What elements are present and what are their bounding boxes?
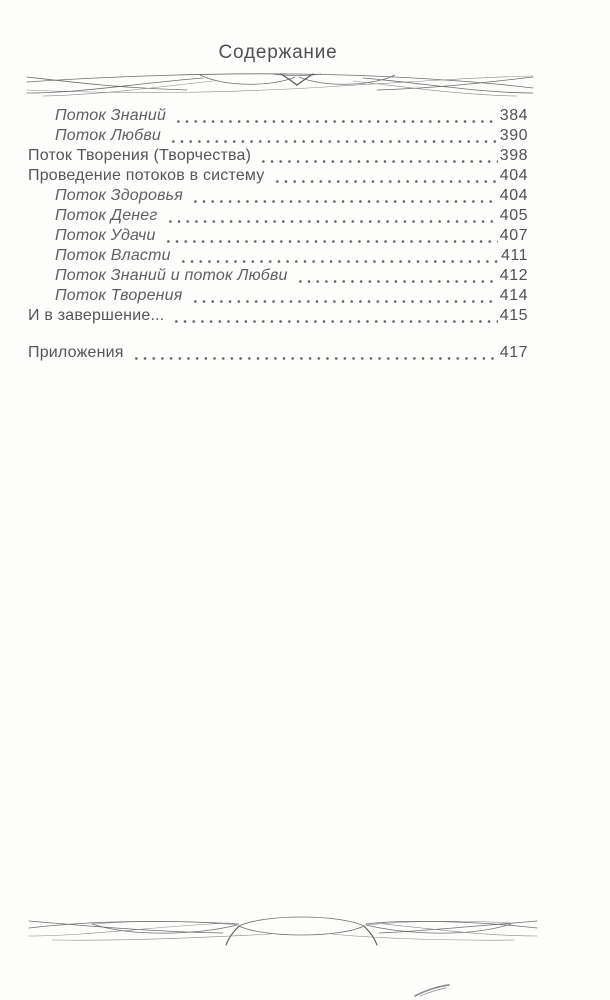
- toc-row: [28, 226, 528, 246]
- toc-page-number: 407: [499, 227, 528, 244]
- toc-row: [28, 266, 528, 286]
- toc-page-number: 411: [500, 247, 528, 264]
- toc-entry-label: Поток Денег: [55, 207, 158, 224]
- toc-page-number: 412: [499, 267, 528, 284]
- toc-entry-label: Поток Знаний: [55, 107, 167, 124]
- toc-entry-label: Проведение потоков в систему: [28, 167, 265, 184]
- toc-entry-label: Поток Творения (Творчества): [28, 147, 252, 164]
- toc-entry-label: Приложения: [28, 344, 124, 361]
- toc-dot-leader: [162, 226, 498, 246]
- page-title: Содержание: [218, 42, 338, 63]
- toc-entry-label: Поток Удачи: [55, 227, 156, 244]
- toc-row: [28, 343, 528, 363]
- corner-pen-mark-icon: [412, 983, 452, 999]
- toc-dot-leader: [177, 246, 499, 266]
- toc-row: [28, 206, 528, 226]
- toc-row: [28, 186, 528, 206]
- toc-entry-label: Поток Творения: [55, 287, 183, 304]
- toc-dot-leader: [189, 286, 498, 306]
- toc-row: [28, 246, 528, 266]
- toc-dot-leader: [257, 146, 498, 166]
- table-of-contents: [28, 106, 528, 363]
- toc-row: [28, 126, 528, 146]
- toc-row: [28, 306, 528, 326]
- toc-entry-label: Поток Любви: [55, 127, 161, 144]
- toc-page-number: 415: [499, 307, 528, 324]
- toc-page-number: 404: [499, 187, 528, 204]
- toc-dot-leader: [271, 166, 498, 186]
- toc-page-number: 414: [499, 287, 528, 304]
- bottom-flourish-ornament-icon: [27, 910, 539, 952]
- top-flourish-ornament-icon: [25, 68, 535, 100]
- toc-dot-leader: [294, 266, 498, 286]
- toc-page-number: 404: [499, 167, 528, 184]
- toc-row: [28, 286, 528, 306]
- toc-page-number: 390: [499, 127, 528, 144]
- toc-entry-label: Поток Здоровья: [55, 187, 184, 204]
- toc-page-number: 384: [499, 107, 528, 124]
- toc-entry-label: И в завершение...: [28, 307, 165, 324]
- toc-dot-leader: [172, 106, 498, 126]
- toc-dot-leader: [130, 343, 498, 363]
- toc-dot-leader: [170, 306, 497, 326]
- toc-entry-label: Поток Власти: [55, 247, 171, 264]
- toc-entry-label: Поток Знаний и поток Любви: [55, 267, 288, 284]
- toc-row: [28, 166, 528, 186]
- toc-page-number: 417: [499, 344, 528, 361]
- toc-dot-leader: [167, 126, 498, 146]
- toc-dot-leader: [189, 186, 498, 206]
- toc-row: [28, 106, 528, 126]
- toc-page-number: 398: [499, 147, 528, 164]
- toc-row: [28, 146, 528, 166]
- toc-page-number: 405: [499, 207, 528, 224]
- toc-dot-leader: [164, 206, 498, 226]
